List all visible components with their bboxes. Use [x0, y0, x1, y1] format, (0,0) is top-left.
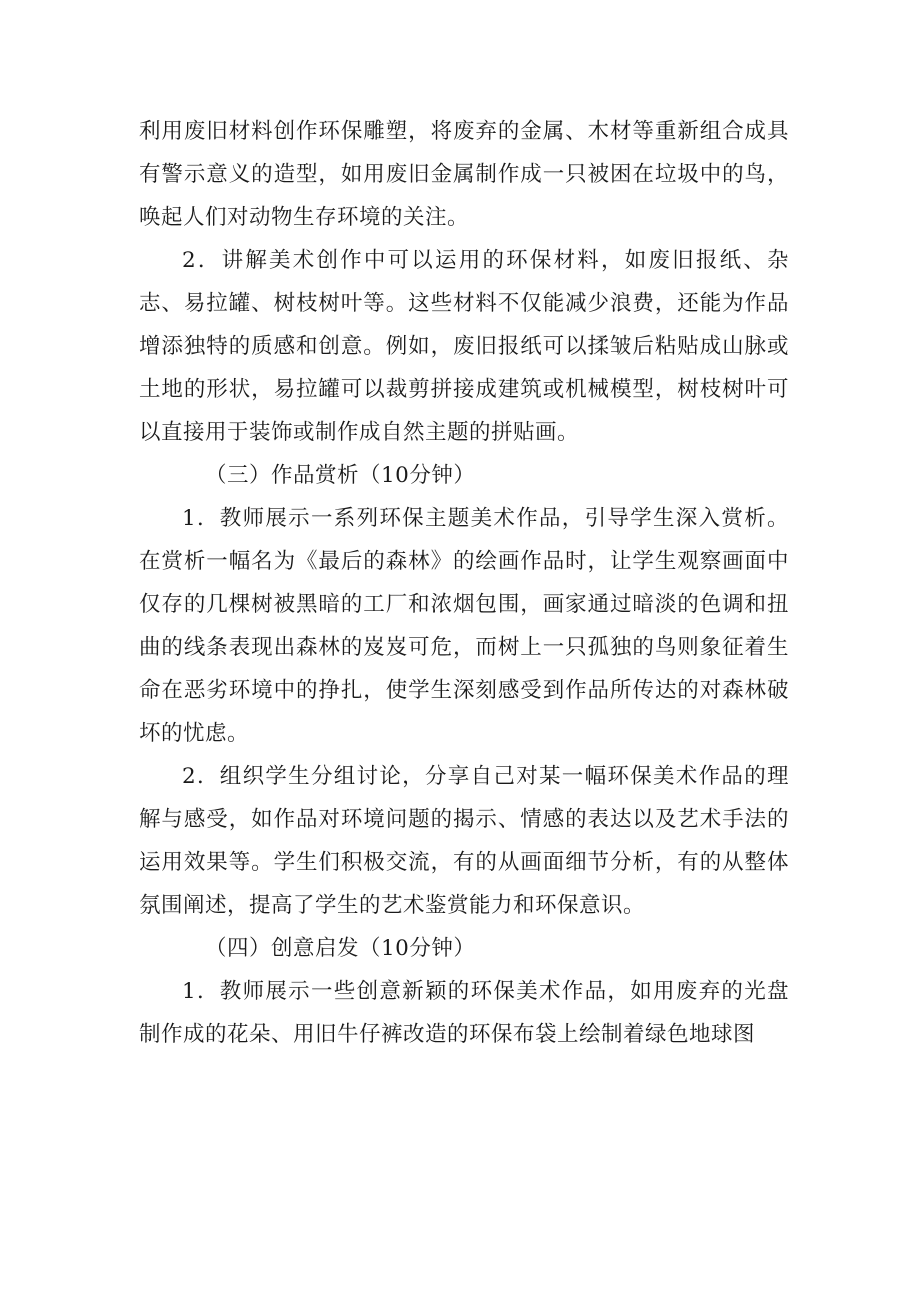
section-heading-creative-inspiration: （四）创意启发（10分钟）: [205, 936, 476, 961]
document-body: [139, 110, 789, 1056]
section-heading-artwork-appreciation: （三）作品赏析（10分钟）: [205, 463, 476, 488]
paragraph-creative-works: 1．教师展示一些创意新颖的环保美术作品，如用废弃的光盘制作成的花朵、用旧牛仔裤改造的环保布袋上绘制着绿色地球图: [139, 979, 789, 1047]
paragraph-group-discussion: 2．组织学生分组讨论，分享自己对某一幅环保美术作品的理解与感受，如作品对环境问题的揭示、情感的表达以及艺术手法的运用效果等。学生们积极交流，有的从画面细节分析，有的从整体氛围阐述，提高了学生的艺术鉴赏能力和环保意识。: [139, 764, 789, 918]
paragraph-artwork-showcase: 1．教师展示一系列环保主题美术作品，引导学生深入赏析。在赏析一幅名为《最后的森林》的绘画作品时，让学生观察画面中仅存的几棵树被黑暗的工厂和浓烟包围，画家通过暗淡的色调和扭曲的线条表现出森林的岌岌可危，而树上一只孤独的鸟则象征着生命在恶劣环境中的挣扎，使学生深刻感受到作品所传达的对森林破坏的忧虑。: [139, 506, 789, 746]
paragraph-eco-materials: 2．讲解美术创作中可以运用的环保材料，如废旧报纸、杂志、易拉罐、树枝树叶等。这些材料不仅能减少浪费，还能为作品增添独特的质感和创意。例如，废旧报纸可以揉皱后粘贴成山脉或土地的形状，易拉罐可以裁剪拼接成建筑或机械模型，树枝树叶可以直接用于装饰或制作成自然主题的拼贴画。: [139, 248, 789, 445]
paragraph-recycled-sculpture: 利用废旧材料创作环保雕塑，将废弃的金属、木材等重新组合成具有警示意义的造型，如用废旧金属制作成一只被困在垃圾中的鸟，唤起人们对动物生存环境的关注。: [139, 119, 789, 230]
